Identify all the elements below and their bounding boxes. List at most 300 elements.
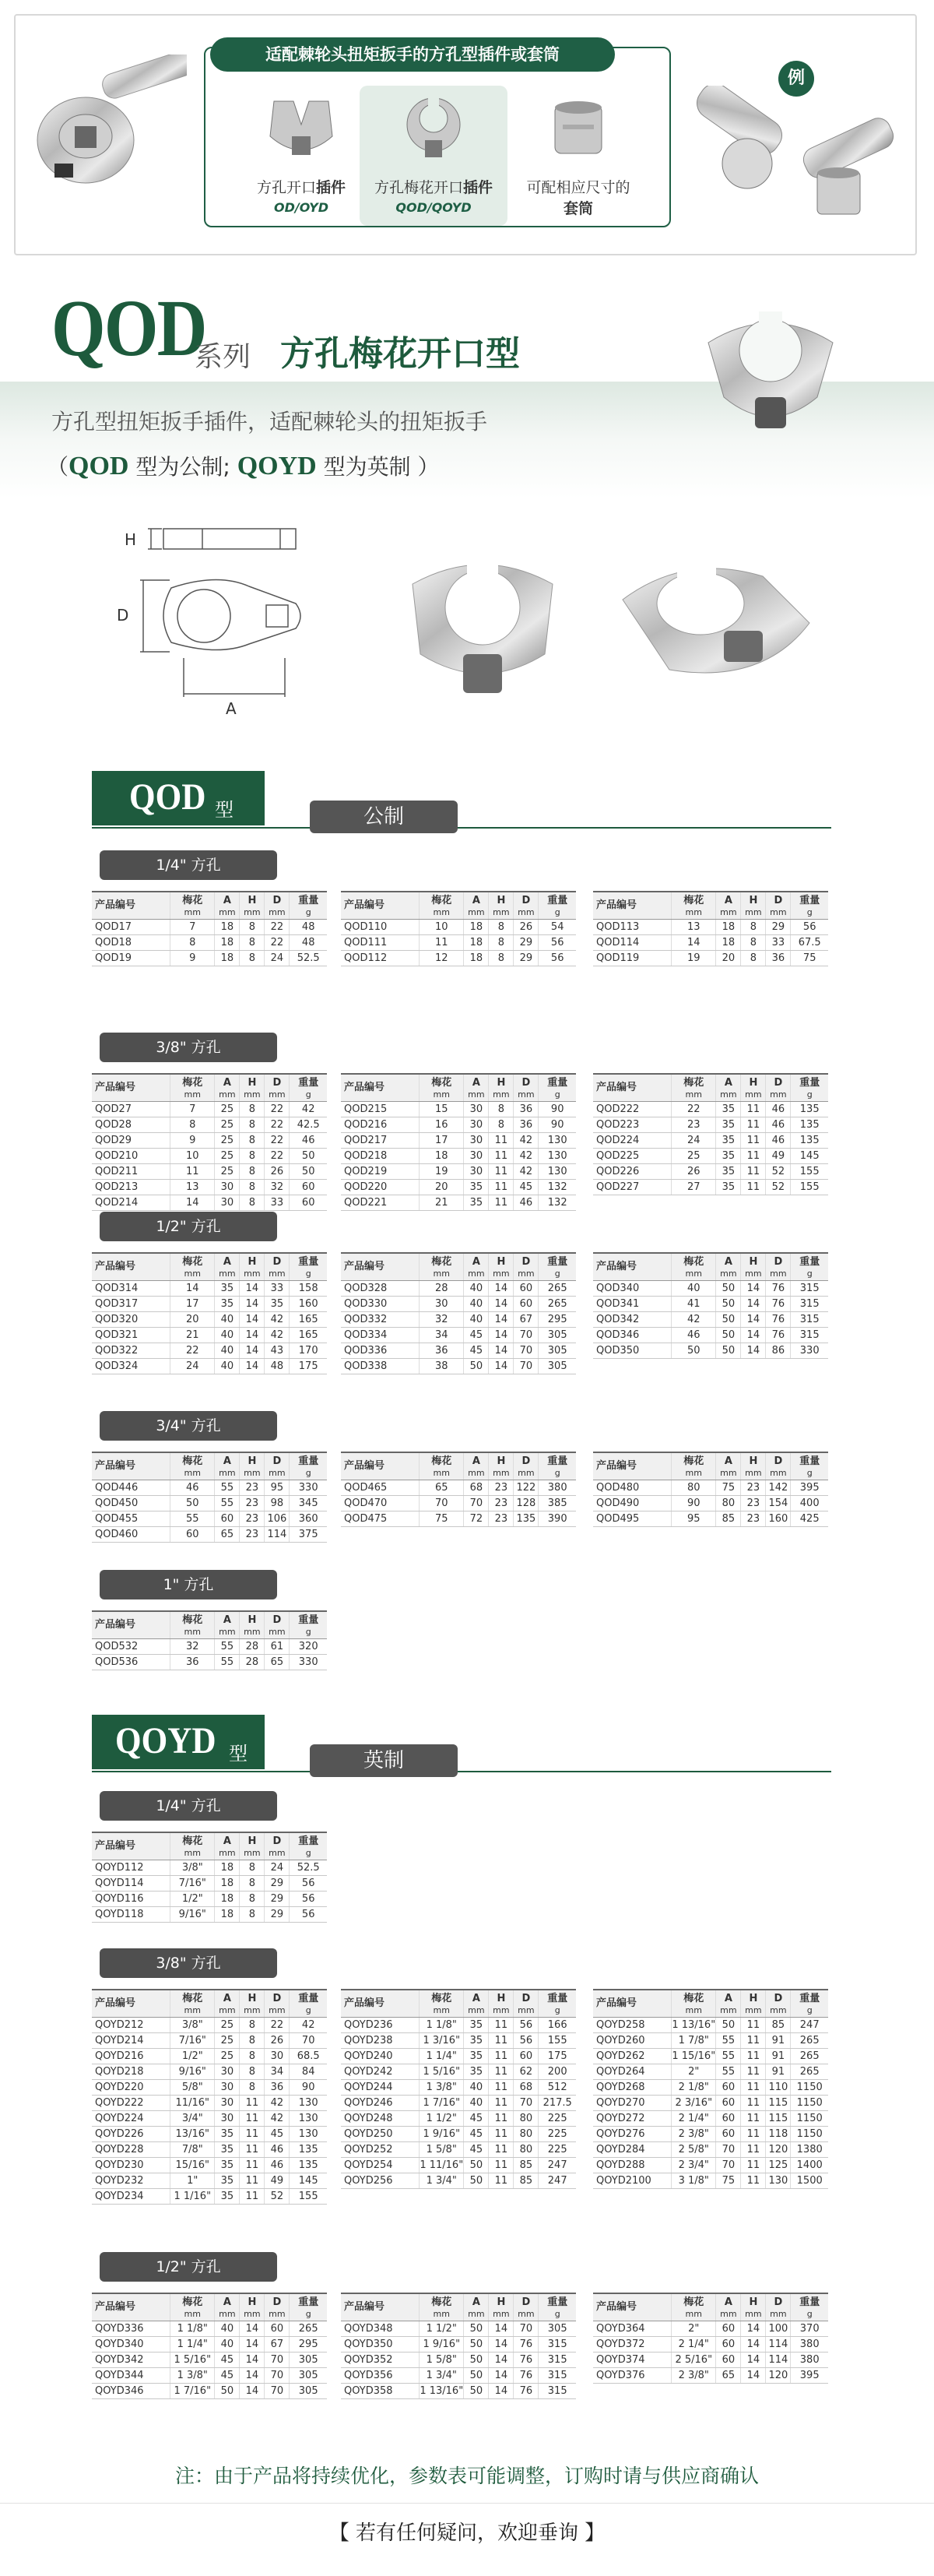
spec-value: 14 (240, 1312, 265, 1328)
table-row (341, 1180, 576, 1195)
spec-value: 21 (420, 1195, 464, 1211)
spec-value: 8 (240, 1164, 265, 1180)
column-header: 梅花 mm (170, 1452, 215, 1480)
spec-value: 16 (420, 1117, 464, 1133)
product-code: QOD226 (593, 1164, 672, 1180)
column-header: 梅花 mm (170, 1074, 215, 1102)
spec-value: 305 (539, 1328, 576, 1343)
product-photo-front (389, 537, 576, 724)
table-row (593, 1149, 828, 1164)
spec-value: 122 (514, 1480, 539, 1496)
spec-value: 118 (766, 2127, 791, 2142)
example-badge: 例 (778, 61, 814, 97)
table-header-row (341, 1253, 576, 1281)
table-row (92, 1164, 327, 1180)
spec-value: 50 (464, 2384, 489, 2399)
table-row (341, 2158, 576, 2173)
spec-value: 90 (290, 2080, 327, 2096)
spec-value: 11 (489, 2096, 514, 2111)
spec-value: 28 (420, 1281, 464, 1297)
spec-value: 19 (672, 951, 716, 966)
spec-value: 25 (215, 2018, 240, 2033)
spec-value: 46 (766, 1117, 791, 1133)
spec-value: 360 (290, 1511, 327, 1527)
product-code: QOYD234 (92, 2189, 170, 2205)
column-header: A mm (716, 1253, 741, 1281)
product-code: QOYD242 (341, 2064, 420, 2080)
product-code: QOD210 (92, 1149, 170, 1164)
column-header: 产品编号 (593, 892, 672, 920)
column-header: 梅花 mm (672, 1452, 716, 1480)
table-header-row (92, 1253, 327, 1281)
spec-value: 155 (539, 2033, 576, 2049)
product-code: QOD495 (593, 1511, 672, 1527)
table-row (593, 1496, 828, 1511)
column-header: 重量 g (539, 1253, 576, 1281)
spec-value: 35 (716, 1149, 741, 1164)
spec-value: 55 (716, 2064, 741, 2080)
spec-value: 36 (420, 1343, 464, 1359)
spec-value: 1 7/16" (170, 2384, 215, 2399)
table-row (593, 951, 828, 966)
product-code: QOYD270 (593, 2096, 672, 2111)
spec-value: 115 (766, 2096, 791, 2111)
spec-value: 95 (265, 1480, 290, 1496)
spec-value: 11 (741, 2080, 766, 2096)
spec-value: 375 (290, 1527, 327, 1543)
spec-value: 8 (741, 951, 766, 966)
spec-value: 46 (672, 1328, 716, 1343)
table-row (593, 2096, 828, 2111)
table-row (593, 920, 828, 935)
spec-value: 50 (290, 1149, 327, 1164)
spec-value: 155 (290, 2189, 327, 2205)
product-code: QOD19 (92, 951, 170, 966)
spec-value: 14 (489, 2368, 514, 2384)
spec-value: 1 3/4" (420, 2368, 464, 2384)
spec-value: 75 (716, 2173, 741, 2189)
spec-value: 32 (420, 1312, 464, 1328)
table-row (593, 1328, 828, 1343)
column-header: D mm (766, 1990, 791, 2018)
table-row (593, 1117, 828, 1133)
spec-value: 14 (741, 2368, 766, 2384)
column-header: D mm (265, 1253, 290, 1281)
product-code: QOD350 (593, 1343, 672, 1359)
spec-value: 70 (265, 2368, 290, 2384)
table-row (92, 2337, 327, 2353)
table-row (92, 1328, 327, 1343)
spec-value: 40 (215, 2337, 240, 2353)
spec-value: 80 (716, 1496, 741, 1511)
spec-value: 14 (489, 1328, 514, 1343)
ratchet-wrench-image (31, 55, 187, 187)
spec-value: 60 (290, 1180, 327, 1195)
spec-value: 135 (290, 2158, 327, 2173)
product-code: QOYD276 (593, 2127, 672, 2142)
spec-table (593, 1073, 828, 1195)
spec-value: 91 (766, 2033, 791, 2049)
spec-value: 1/2" (170, 1892, 215, 1907)
product-code: QOYD214 (92, 2033, 170, 2049)
table-row (92, 1480, 327, 1496)
spec-value: 25 (215, 2033, 240, 2049)
product-code: QOD213 (92, 1180, 170, 1195)
spec-value: 35 (464, 2033, 489, 2049)
product-code: QOD119 (593, 951, 672, 966)
table-row (341, 2384, 576, 2399)
spec-value: 70 (514, 2096, 539, 2111)
spec-value: 26 (672, 1164, 716, 1180)
spec-value: 11 (741, 2064, 766, 2080)
spec-value: 35 (464, 2018, 489, 2033)
flare-nut-insert-image (685, 311, 856, 467)
spec-value: 8 (240, 1180, 265, 1195)
column-header: 梅花 mm (170, 2293, 215, 2321)
column-header: D mm (514, 892, 539, 920)
column-header: H mm (240, 1074, 265, 1102)
spec-value: 18 (215, 1860, 240, 1876)
d-dimension-label: D (117, 606, 129, 625)
column-header: 梅花 mm (170, 1611, 215, 1639)
square-drive-label: 1/2" 方孔 (100, 2252, 277, 2282)
spec-value: 11 (489, 2142, 514, 2158)
spec-value: 265 (539, 1281, 576, 1297)
spec-value: 23 (240, 1511, 265, 1527)
spec-value: 18 (215, 1892, 240, 1907)
spec-value: 11 (240, 2142, 265, 2158)
spec-value: 18 (215, 935, 240, 951)
table-row (92, 2142, 327, 2158)
spec-value: 315 (791, 1328, 828, 1343)
spec-value: 50 (464, 2353, 489, 2368)
table-header-row (593, 1452, 828, 1480)
spec-value: 1 5/16" (170, 2353, 215, 2368)
spec-value: 70 (420, 1496, 464, 1511)
column-header: 重量 g (290, 2293, 327, 2321)
spec-value: 11 (240, 2111, 265, 2127)
spec-value: 46 (170, 1480, 215, 1496)
spec-value: 14 (489, 1343, 514, 1359)
spec-table (92, 1610, 327, 1670)
spec-value: 50 (464, 2368, 489, 2384)
spec-value: 200 (539, 2064, 576, 2080)
spec-value: 14 (489, 1312, 514, 1328)
table-row (593, 2127, 828, 2142)
spec-value: 75 (716, 1480, 741, 1496)
product-code: QOD317 (92, 1297, 170, 1312)
spec-value: 56 (290, 1907, 327, 1923)
spec-value: 14 (489, 1297, 514, 1312)
spec-value: 68 (464, 1480, 489, 1496)
spec-value: 14 (240, 2353, 265, 2368)
product-code: QOD220 (341, 1180, 420, 1195)
spec-value: 8 (489, 1117, 514, 1133)
table-row (341, 2142, 576, 2158)
table-header-row (92, 1074, 327, 1102)
spec-value: 11 (489, 2158, 514, 2173)
spec-value: 35 (716, 1164, 741, 1180)
spec-value: 315 (539, 2337, 576, 2353)
spec-value: 8 (170, 1117, 215, 1133)
spec-value: 3 1/8" (672, 2173, 716, 2189)
spec-value: 14 (489, 2353, 514, 2368)
spec-table (593, 2293, 828, 2384)
spec-value: 50 (716, 1343, 741, 1359)
spec-value: 86 (766, 1343, 791, 1359)
spec-value: 30 (215, 1180, 240, 1195)
spec-value: 11 (489, 1164, 514, 1180)
spec-value: 1 3/8" (420, 2080, 464, 2096)
product-code: QOD470 (341, 1496, 420, 1511)
table-row (593, 2049, 828, 2064)
footer-contact: 【 若有任何疑问，欢迎垂询 】 (328, 2521, 606, 2545)
options-banner: 适配棘轮头扭矩扳手的方孔型插件或套筒 (210, 37, 615, 72)
column-header: 梅花 mm (170, 1990, 215, 2018)
column-header: A mm (215, 1611, 240, 1639)
product-code: QOD321 (92, 1328, 170, 1343)
spec-value: 46 (766, 1102, 791, 1117)
table-row (341, 1297, 576, 1312)
spec-value: 11 (420, 935, 464, 951)
spec-value: 60 (514, 1281, 539, 1297)
column-header: A mm (716, 2293, 741, 2321)
product-code: QOYD116 (92, 1892, 170, 1907)
spec-value: 33 (766, 935, 791, 951)
spec-value: 40 (215, 1312, 240, 1328)
product-code: QOD27 (92, 1102, 170, 1117)
spec-value: 11 (240, 2158, 265, 2173)
spec-table (92, 2293, 327, 2399)
spec-value: 14 (741, 1343, 766, 1359)
column-header: H mm (489, 1990, 514, 2018)
spec-value: 135 (791, 1133, 828, 1149)
spec-value: 50 (716, 1297, 741, 1312)
product-code: QOYD258 (593, 2018, 672, 2033)
spec-value: 11 (489, 2018, 514, 2033)
product-code: QOD465 (341, 1480, 420, 1496)
square-drive-label: 1/2" 方孔 (100, 1212, 277, 1241)
spec-value: 35 (464, 1195, 489, 1211)
a-dimension-label: A (226, 699, 237, 718)
column-header: 产品编号 (92, 1253, 170, 1281)
column-header: A mm (716, 892, 741, 920)
spec-value: 305 (539, 1359, 576, 1374)
spec-value: 1 9/16" (420, 2337, 464, 2353)
table-row (92, 1892, 327, 1907)
spec-value: 1 5/8" (420, 2142, 464, 2158)
spec-value: 22 (265, 1149, 290, 1164)
spec-value: 35 (464, 2049, 489, 2064)
spec-value: 385 (539, 1496, 576, 1511)
spec-value: 26 (514, 920, 539, 935)
spec-value: 50 (464, 1359, 489, 1374)
spec-value: 5/8" (170, 2080, 215, 2096)
spec-value: 14 (489, 1359, 514, 1374)
spec-value: 11 (489, 2173, 514, 2189)
spec-value: 170 (290, 1343, 327, 1359)
product-code: QOYD222 (92, 2096, 170, 2111)
spec-value: 13 (672, 920, 716, 935)
spec-value: 142 (766, 1480, 791, 1496)
table-header-row (92, 1832, 327, 1860)
column-header: A mm (215, 892, 240, 920)
spec-value: 114 (766, 2353, 791, 2368)
spec-value: 50 (464, 2158, 489, 2173)
spec-value: 390 (539, 1511, 576, 1527)
spec-value: 35 (215, 2158, 240, 2173)
product-code: QOD227 (593, 1180, 672, 1195)
spec-value: 2 5/16" (672, 2353, 716, 2368)
spec-value: 27 (672, 1180, 716, 1195)
spec-value: 52 (766, 1180, 791, 1195)
spec-value: 91 (766, 2064, 791, 2080)
spec-value: 90 (539, 1117, 576, 1133)
spec-value: 14 (240, 1297, 265, 1312)
spec-value: 42 (265, 1328, 290, 1343)
spec-value: 1 13/16" (420, 2384, 464, 2399)
product-code: QOYD114 (92, 1876, 170, 1892)
spec-value: 55 (215, 1655, 240, 1670)
spec-value: 9/16" (170, 2064, 215, 2080)
spec-value: 265 (791, 2033, 828, 2049)
spec-value: 8 (240, 1195, 265, 1211)
spec-value: 76 (514, 2368, 539, 2384)
table-row (593, 935, 828, 951)
column-header: D mm (265, 1074, 290, 1102)
column-header: 重量 g (791, 1990, 828, 2018)
spec-value: 8 (240, 1907, 265, 1923)
spec-value: 48 (265, 1359, 290, 1374)
spec-value: 29 (265, 1876, 290, 1892)
spec-value: 55 (716, 2049, 741, 2064)
spec-value: 52.5 (290, 1860, 327, 1876)
column-header: 重量 g (791, 1452, 828, 1480)
spec-value: 11 (741, 2111, 766, 2127)
spec-value: 72 (464, 1511, 489, 1527)
product-code: QOD450 (92, 1496, 170, 1511)
product-code: QOD28 (92, 1117, 170, 1133)
table-row (341, 951, 576, 966)
table-row (593, 2033, 828, 2049)
product-code: QOYD284 (593, 2142, 672, 2158)
table-header-row (341, 1452, 576, 1480)
spec-value: 22 (265, 1102, 290, 1117)
spec-value: 30 (215, 2080, 240, 2096)
table-header-row (92, 1452, 327, 1480)
spec-value: 46 (265, 2142, 290, 2158)
column-header: H mm (489, 892, 514, 920)
spec-value: 1 9/16" (420, 2127, 464, 2142)
spec-value: 2 3/16" (672, 2096, 716, 2111)
spec-value: 120 (766, 2142, 791, 2158)
column-header: D mm (514, 1990, 539, 2018)
column-header: H mm (489, 1452, 514, 1480)
column-header: 产品编号 (92, 1452, 170, 1480)
spec-value: 60 (716, 2096, 741, 2111)
table-row (92, 1297, 327, 1312)
spec-value: 1/2" (170, 2049, 215, 2064)
spec-value: 320 (290, 1639, 327, 1655)
column-header: 产品编号 (593, 1253, 672, 1281)
spec-value: 35 (215, 2189, 240, 2205)
spec-value: 400 (791, 1496, 828, 1511)
table-row (341, 1328, 576, 1343)
spec-value: 30 (464, 1149, 489, 1164)
spec-value: 130 (290, 2111, 327, 2127)
column-header: A mm (215, 1074, 240, 1102)
table-row (92, 935, 327, 951)
spec-table (341, 1989, 576, 2189)
spec-value: 46 (514, 1195, 539, 1211)
spec-value: 265 (539, 1297, 576, 1312)
spec-value: 11 (489, 2111, 514, 2127)
spec-value: 11 (741, 2033, 766, 2049)
table-row (593, 1102, 828, 1117)
spec-value: 70 (514, 1328, 539, 1343)
table-row (341, 2337, 576, 2353)
spec-value: 305 (539, 1343, 576, 1359)
column-header: D mm (265, 892, 290, 920)
spec-value: 115 (766, 2111, 791, 2127)
column-header: 重量 g (290, 1253, 327, 1281)
column-header: H mm (489, 1074, 514, 1102)
spec-value: 425 (791, 1511, 828, 1527)
spec-value: 265 (290, 2321, 327, 2337)
spec-value: 22 (170, 1343, 215, 1359)
spec-value: 315 (539, 2368, 576, 2384)
column-header: 梅花 mm (420, 2293, 464, 2321)
spec-value: 95 (672, 1511, 716, 1527)
table-row (92, 1102, 327, 1117)
spec-value: 45 (464, 1343, 489, 1359)
spec-value: 22 (265, 1117, 290, 1133)
product-code: QOD340 (593, 1281, 672, 1297)
column-header: 产品编号 (593, 1452, 672, 1480)
table-row (341, 1496, 576, 1511)
spec-value: 2 3/8" (672, 2127, 716, 2142)
spec-value: 85 (716, 1511, 741, 1527)
spec-value: 7/16" (170, 2033, 215, 2049)
spec-value: 26 (265, 1164, 290, 1180)
spec-value: 46 (766, 1133, 791, 1149)
spec-value: 8 (240, 1133, 265, 1149)
spec-value: 13 (170, 1180, 215, 1195)
spec-value: 11 (489, 2127, 514, 2142)
column-header: 产品编号 (92, 1990, 170, 2018)
spec-value: 35 (464, 2064, 489, 2080)
product-code: QOYD232 (92, 2173, 170, 2189)
spec-value: 17 (170, 1297, 215, 1312)
product-code: QOD29 (92, 1133, 170, 1149)
product-code: QOD221 (341, 1195, 420, 1211)
table-header-row (593, 1074, 828, 1102)
spec-value: 67 (265, 2337, 290, 2353)
spec-value: 70 (265, 2353, 290, 2368)
table-row (92, 1195, 327, 1211)
spec-value: 135 (290, 2142, 327, 2158)
table-row (92, 2321, 327, 2337)
spec-value: 247 (539, 2158, 576, 2173)
spec-value: 330 (290, 1480, 327, 1496)
column-header: A mm (716, 1990, 741, 2018)
spec-value: 1500 (791, 2173, 828, 2189)
column-header: A mm (464, 1253, 489, 1281)
spec-value: 75 (791, 951, 828, 966)
product-code: QOYD226 (92, 2127, 170, 2142)
spec-value: 23 (489, 1511, 514, 1527)
table-header-row (593, 1990, 828, 2018)
